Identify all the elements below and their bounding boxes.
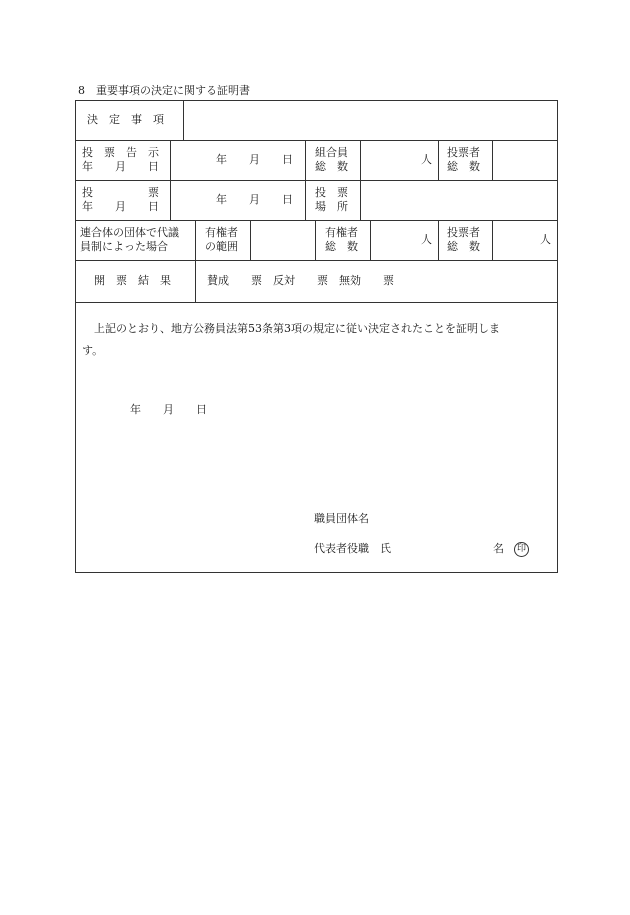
vote-notice-label: 投 票 告 示 <box>82 146 159 159</box>
row-divider <box>75 220 558 221</box>
cell-divider <box>250 220 251 260</box>
name-label: 名 <box>493 542 504 555</box>
federation-label-2: 員制によった場合 <box>80 240 168 253</box>
cell-divider <box>170 140 171 180</box>
eligible-range-label: 有権者 <box>205 226 238 239</box>
voters-total-label: 投票者 <box>447 226 480 239</box>
cell-divider <box>360 180 361 220</box>
cell-divider <box>360 140 361 180</box>
table-border-right <box>557 100 558 573</box>
count-result-values: 賛成 票 反対 票 無効 票 <box>207 274 394 287</box>
vote-date-label: 年 月 日 <box>82 200 159 213</box>
row-divider <box>75 140 558 141</box>
cell-divider <box>305 180 306 220</box>
certification-text: 上記のとおり、地方公務員法第53条第3項の規定に従い決定されたことを証明しま <box>94 322 500 335</box>
cell-divider <box>492 140 493 180</box>
vote-label: 投 票 <box>82 186 159 199</box>
voters-total-label-2: 総 数 <box>447 160 480 173</box>
row-divider <box>75 180 558 181</box>
representative-label: 代表者役職 氏 <box>314 542 391 555</box>
eligible-unit: 人 <box>421 233 432 246</box>
eligible-range-label-2: の範囲 <box>205 240 238 253</box>
eligible-total-label-2: 総 数 <box>325 240 358 253</box>
cell-divider <box>305 140 306 180</box>
voters-total-label-2: 総 数 <box>447 240 480 253</box>
vote-place-label-2: 場 所 <box>315 200 348 213</box>
cell-divider <box>438 140 439 180</box>
vote-place-label: 投 票 <box>315 186 348 199</box>
document-heading: 8 重要事項の決定に関する証明書 <box>78 84 250 97</box>
vote-notice-date: 年 月 日 <box>216 153 293 166</box>
cell-divider <box>370 220 371 260</box>
voters-unit: 人 <box>540 233 551 246</box>
cell-divider <box>195 260 196 302</box>
voters-total-label: 投票者 <box>447 146 480 159</box>
organization-name-label: 職員団体名 <box>314 512 369 525</box>
cell-divider <box>492 220 493 260</box>
seal-icon: 印 <box>514 542 529 557</box>
decision-matter-label: 決 定 事 項 <box>87 113 164 126</box>
certification-date: 年 月 日 <box>130 403 207 416</box>
row-divider <box>75 302 558 303</box>
members-unit: 人 <box>421 153 432 166</box>
members-total-label: 組合員 <box>315 146 348 159</box>
vote-notice-date-label: 年 月 日 <box>82 160 159 173</box>
table-border-left <box>75 100 76 573</box>
eligible-total-label: 有権者 <box>325 226 358 239</box>
table-border-top <box>75 100 558 101</box>
row-divider <box>75 260 558 261</box>
cell-divider <box>438 220 439 260</box>
count-result-label: 開 票 結 果 <box>94 274 171 287</box>
vote-date: 年 月 日 <box>216 193 293 206</box>
table-border-bottom <box>75 572 558 573</box>
cell-divider <box>195 220 196 260</box>
certification-text-end: す。 <box>82 344 104 357</box>
cell-divider <box>170 180 171 220</box>
cell-divider <box>315 220 316 260</box>
cell-divider <box>183 100 184 140</box>
members-total-label-2: 総 数 <box>315 160 348 173</box>
federation-label: 連合体の団体で代議 <box>80 226 179 239</box>
